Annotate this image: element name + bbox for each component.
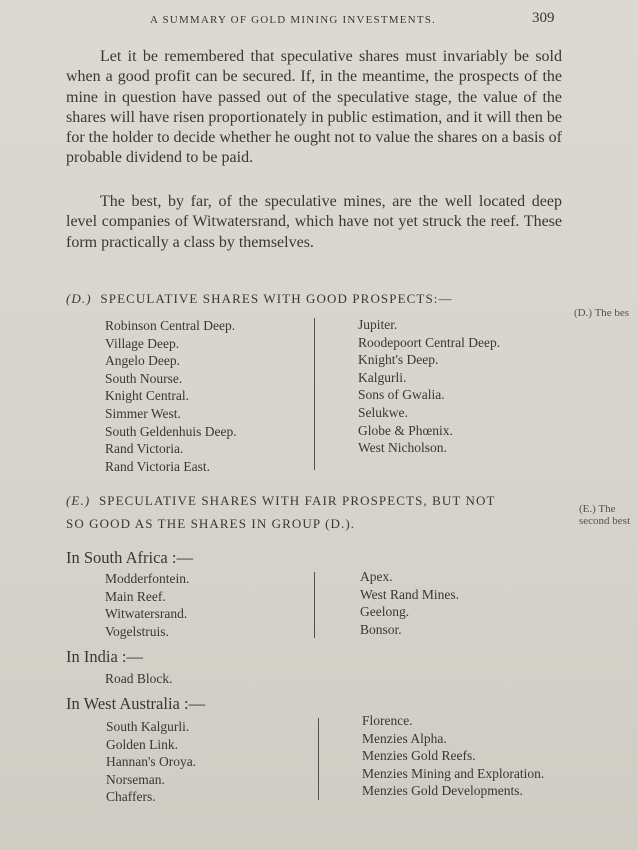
section-e-heading: [66, 493, 496, 509]
list-item: South Nourse.: [105, 370, 183, 386]
list-item: Road Block.: [105, 671, 173, 686]
india-list: [105, 670, 173, 688]
section-d-left-list: [105, 317, 237, 475]
list-item: Golden Link.: [106, 736, 178, 752]
paragraph-speculative-shares: Let it be remembered that speculative shares must invariably be sold when a good profit can be secured. If, in the meantime, the prospects of the mine in question have passed out of the speculative stage, the value of the shares will have risen proportionately in public estimation, and it will then be for the holder to decide whether he ought not to value the shares on a basis of probable dividend to be paid.: [66, 48, 562, 167]
section-d-heading: [66, 291, 453, 307]
region-heading-west-australia: In West Australia :—: [66, 694, 206, 713]
list-item: Bonsor.: [360, 621, 402, 637]
list-item: Main Reef.: [105, 588, 166, 604]
list-item: Chaffers.: [106, 789, 156, 805]
section-e-title-line1: SPECULATIVE SHARES WITH FAIR PROSPECTS, BUT NOT: [98, 493, 496, 508]
list-item: Menzies Alpha.: [362, 730, 447, 746]
list-item: Apex.: [360, 569, 393, 584]
list-item: Menzies Mining and Exploration.: [362, 765, 545, 781]
page-number: 309: [532, 10, 555, 26]
list-item: Rand Victoria East.: [105, 458, 211, 474]
margin-note-d: (D.) The bes: [574, 307, 630, 319]
list-item: Knight's Deep.: [358, 352, 439, 368]
section-d-right-list: [358, 316, 500, 457]
section-d-title: SPECULATIVE SHARES WITH GOOD PROSPECTS:—: [100, 291, 453, 306]
list-item: Rand Victoria.: [105, 441, 184, 457]
list-item: Hannan's Oroya.: [106, 754, 197, 770]
list-item: Angelo Deep.: [105, 353, 180, 369]
region-heading-india: In India :—: [66, 647, 143, 666]
list-item: Village Deep.: [105, 335, 180, 351]
list-item: South Geldenhuis Deep.: [105, 423, 237, 439]
list-item: Modderfontein.: [105, 571, 190, 586]
list-item: Roodepoort Central Deep.: [358, 334, 501, 350]
list-item: Selukwe.: [358, 404, 408, 420]
list-item: Menzies Gold Reefs.: [362, 748, 476, 764]
column-divider: [318, 718, 319, 800]
running-title: A SUMMARY OF GOLD MINING INVESTMENTS.: [150, 14, 437, 26]
list-item: Vogelstruis.: [105, 623, 169, 639]
section-e-heading-continued: [66, 516, 355, 532]
west-australia-left-list: [106, 718, 196, 806]
list-item: Menzies Gold Developments.: [362, 783, 523, 799]
list-item: Norseman.: [106, 771, 165, 787]
south-africa-right-list: [360, 568, 459, 638]
column-divider: [314, 572, 315, 638]
list-item: West Nicholson.: [358, 440, 447, 456]
list-item: Robinson Central Deep.: [105, 318, 236, 333]
list-item: Florence.: [362, 713, 413, 728]
list-item: Geelong.: [360, 604, 410, 620]
column-divider: [314, 318, 315, 470]
list-item: South Kalgurli.: [106, 719, 190, 734]
list-item: Jupiter.: [358, 317, 398, 332]
list-item: Globe & Phœnix.: [358, 422, 453, 438]
list-item: Kalgurli.: [358, 369, 407, 385]
list-item: Knight Central.: [105, 388, 189, 404]
section-e-title-line2: SO GOOD AS THE SHARES IN GROUP (D.).: [66, 516, 356, 531]
south-africa-left-list: [105, 570, 189, 640]
paragraph-deep-level: The best, by far, of the speculative mines, are the well located deep level companies of Witwatersrand, which have not yet struck the reef. These form practically a class by themselves.: [66, 193, 562, 251]
region-heading-south-africa: In South Africa :—: [66, 548, 193, 567]
margin-note-e: [579, 503, 630, 527]
section-e-label: (E.): [66, 493, 91, 508]
list-item: Simmer West.: [105, 405, 181, 421]
list-item: Sons of Gwalia.: [358, 387, 445, 403]
west-australia-right-list: [362, 712, 544, 800]
margin-note-e-line1: (E.) The: [579, 503, 616, 515]
section-d-label: (D.): [66, 291, 92, 306]
margin-note-e-line2: second best: [579, 515, 631, 527]
list-item: Witwatersrand.: [105, 606, 188, 622]
list-item: West Rand Mines.: [360, 586, 460, 602]
